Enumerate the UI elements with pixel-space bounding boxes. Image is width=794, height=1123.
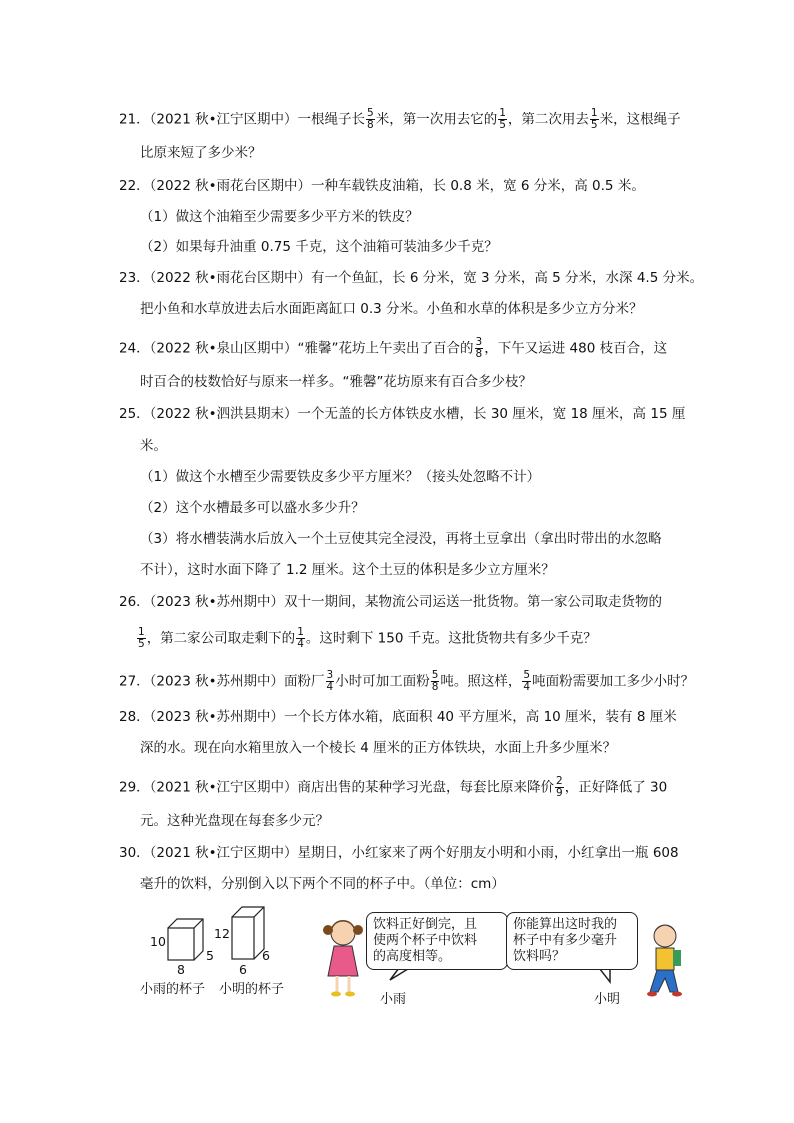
q21-line1: 21．（2021 秋•江宁区期中）一根绳子长 $\frac{5}{8}$ 米，第一次用去它的 $\frac{1}{5}$ ，第二次用去 $\frac{1}{5}$ 米，这根绳子	[119, 107, 681, 131]
fraction: $\frac{1}{5}$	[499, 107, 506, 131]
speech-bubble-xiaoming	[506, 912, 638, 970]
bubble2-line: 杯子中有多少毫升	[513, 933, 618, 948]
cup2-width: 6	[239, 962, 247, 977]
q22-sub1: （1）做这个油箱至少需要多少平方米的铁皮？	[140, 209, 419, 225]
q23-line1: 23．（2022 秋•雨花台区期中）有一个鱼缸，长 6 分米，宽 3 分米，高 5 分米，水深 4.5 分米。	[119, 270, 704, 286]
q25-sub1: （1）做这个水槽至少需要铁皮多少平方厘米？（接头处忽略不计）	[140, 469, 541, 485]
speech-bubble-xiaoyu	[366, 912, 508, 970]
q22-sub2: （2）如果每升油重 0.75 千克，这个油箱可装油多少千克？	[140, 239, 498, 255]
q27-line1: 27．（2023 秋•苏州期中）面粉厂 $\frac{3}{4}$ 小时可加工面粉 $\frac{5}{8}$ 吨。照这样， $\frac{5}{4}$ 吨面粉需要加工多少小时？	[119, 669, 695, 693]
fraction: $\frac{2}{9}$	[556, 775, 563, 799]
fraction: $\frac{1}{5}$	[138, 626, 145, 650]
cup1-width: 8	[177, 962, 185, 977]
boy-illustration	[647, 925, 682, 997]
q22-line1: 22．（2022 秋•雨花台区期中）一种车载铁皮油箱，长 0.8 米，宽 6 分米，高 0.5 米。	[119, 178, 645, 194]
q29-line1: 29．（2021 秋•江宁区期中）商店出售的某种学习光盘，每套比原来降价 $\frac{2}{9}$ ，正好降低了 30	[119, 775, 668, 799]
bubble1-line: 使两个杯子中饮料	[373, 933, 478, 948]
bubble1-line: 的高度相等。	[373, 949, 452, 964]
cup-xiaoming	[232, 907, 264, 959]
q24-line1: 24．（2022 秋•泉山区期中）“雅馨”花坊上午卖出了百合的 $\frac{3}{8}$ ，下午又运进 480 枝百合，这	[119, 336, 668, 360]
q25-sub2: （2）这个水槽最多可以盛水多少升？	[140, 500, 365, 516]
cup2-depth: 6	[262, 948, 270, 963]
fraction: $\frac{3}{8}$	[475, 336, 483, 360]
q24-line2: 时百合的枝数恰好与原来一样多。“雅馨”花坊原来有百合多少枝？	[140, 374, 532, 390]
bubble1-line: 饮料正好倒完，且	[373, 917, 478, 932]
q25-sub3a: （3）将水槽装满水后放入一个土豆使其完全浸没，再将土豆拿出（拿出时带出的水忽略	[140, 531, 662, 547]
q29-line2: 元。这种光盘现在每套多少元？	[140, 813, 329, 829]
q30-line2: 毫升的饮料，分别倒入以下两个不同的杯子中。（单位：cm）	[140, 876, 505, 892]
q21-line2: 比原来短了多少米？	[140, 145, 262, 161]
cup2-height: 12	[214, 926, 230, 941]
cup-xiaoyu	[168, 919, 203, 960]
q30-line1: 30．（2021 秋•江宁区期中）星期日，小红家来了两个好朋友小明和小雨，小红拿出一瓶 608	[119, 845, 679, 861]
q25-line2: 米。	[140, 438, 167, 454]
q25-sub3b: 不计），这时水面下降了 1.2 厘米。这个土豆的体积是多少立方厘米？	[140, 562, 555, 578]
q28-line2: 深的水。现在向水箱里放入一个棱长 4 厘米的正方体铁块，水面上升多少厘米？	[140, 740, 617, 756]
bubble2-line: 饮料吗？	[513, 949, 566, 964]
cup1-depth: 5	[206, 948, 214, 963]
fraction: $\frac{5}{8}$	[431, 669, 439, 693]
xiaoyu-name: 小雨	[380, 992, 407, 1007]
q26-line1: 26．（2023 秋•苏州期中）双十一期间，某物流公司运送一批货物。第一家公司取走货物的	[119, 594, 663, 610]
cups-figure	[140, 900, 700, 1020]
q25-line1: 25．（2022 秋•泗洪县期末）一个无盖的长方体铁皮水槽，长 30 厘米，宽 18 厘米，高 15 厘	[119, 406, 686, 422]
fraction: $\frac{3}{4}$	[326, 669, 334, 693]
q26-line2: $\frac{1}{5}$ ，第二家公司取走剩下的 $\frac{1}{4}$ 。这时剩下 150 千克。这批货物共有多少千克？	[138, 626, 597, 650]
cup2-label: 小明的杯子	[219, 982, 285, 997]
q28-line1: 28．（2023 秋•苏州期中）一个长方体水箱，底面积 40 平方厘米，高 10 厘米，装有 8 厘米	[119, 709, 677, 725]
fraction: $\frac{5}{8}$	[367, 107, 374, 131]
cup1-label: 小雨的杯子	[140, 982, 206, 997]
fraction: $\frac{5}{4}$	[523, 669, 531, 693]
fraction: $\frac{1}{5}$	[590, 107, 598, 131]
girl-illustration	[323, 920, 363, 997]
cup1-height: 10	[150, 934, 166, 949]
q23-line2: 把小鱼和水草放进去后水面距离缸口 0.3 分米。小鱼和水草的体积是多少立方分米？	[140, 301, 643, 317]
fraction: $\frac{1}{4}$	[297, 626, 304, 650]
xiaoming-name: 小明	[594, 992, 621, 1007]
bubble2-line: 你能算出这时我的	[513, 917, 618, 932]
